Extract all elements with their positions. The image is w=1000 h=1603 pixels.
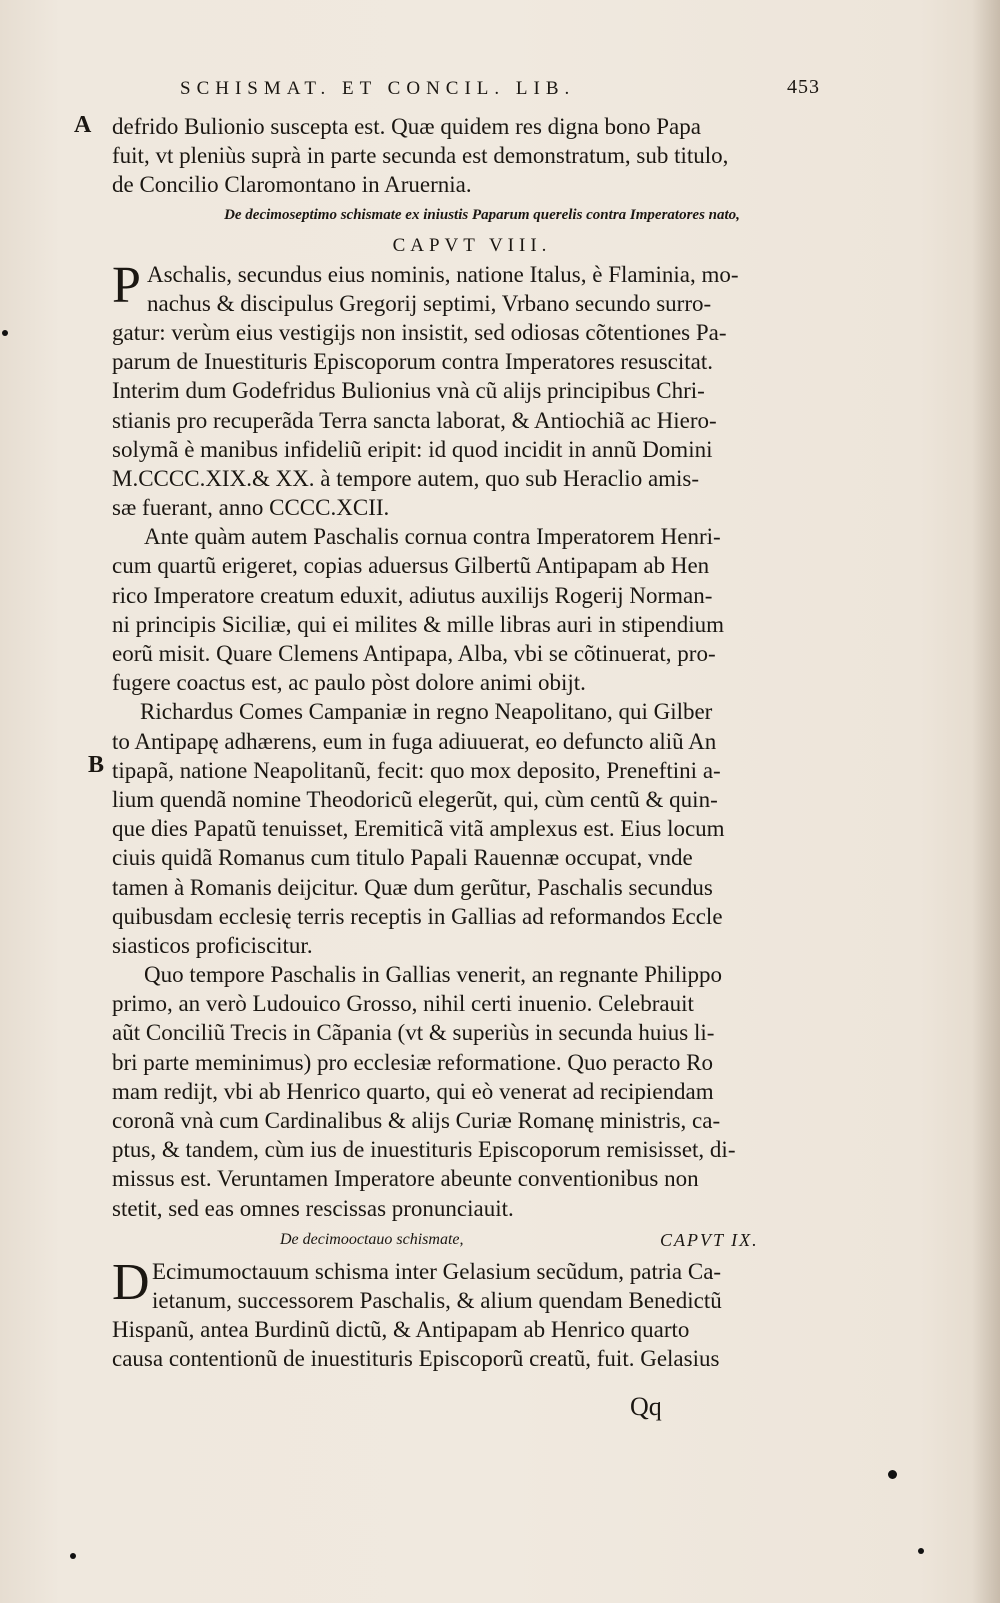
text-line: quibusdam ecclesię terris receptis in Gallias ad reformandos Eccle [112,903,723,929]
text-line: cum quartũ erigeret, copias aduersus Gilbertũ Antipapam ab Hen [112,553,710,579]
text-line: defrido Bulionio suscepta est. Quæ quidem res digna bono Papa [112,114,701,139]
text-line: gatur: verùm eius vestigijs non insistit, sed odiosas cõtentiones Pa- [112,319,727,345]
text-line: Hispanũ, antea Burdinũ dictũ, & Antipapam ab Henrico quarto [112,1317,690,1343]
text-line: aũt Conciliũ Trecis in Cãpania (vt & superiùs in secunda huius li- [112,1020,715,1046]
chapter-title: De decimooctauo schismate, [280,1230,464,1248]
text-line: fugere coactus est, ac paulo pòst dolore animi obijt. [112,670,586,696]
text-line: sæ fuerant, anno CCCC.XCII. [112,495,390,521]
text-line: Quo tempore Paschalis in Gallias venerit, an regnante Philippo [144,962,723,988]
text-line: parum de Inuestituris Episcoporum contra Imperatores resuscitat. [112,349,714,375]
catchword: Qq [630,1392,662,1421]
text-line: eorũ misit. Quare Clemens Antipapa, Alba, vbi se cõtinuerat, pro- [112,641,716,666]
text-line: Richardus Comes Campaniæ in regno Neapolitano, qui Gilber [140,699,713,725]
text-line: to Antipapę adhærens, eum in fuga adiuuerat, eo defuncto aliũ An [112,728,717,754]
text-line: rico Imperatore creatum eduxit, adiutus auxilijs Rogerij Norman- [112,582,713,608]
text-line: siasticos proficiscitur. [112,932,313,958]
text-line: tipapã, natione Neapolitanũ, fecit: quo mox deposito, Preneftini a- [112,757,721,783]
chapter-number: CAPVT VIII. [392,234,552,256]
text-line: ni principis Siciliæ, qui ei milites & mille libras auri in stipendium [112,611,725,637]
drop-cap: P [112,256,141,314]
text-line: nachus & discipulus Gregorij septimi, Vrbano secundo surro- [147,290,712,316]
text-line: ciuis quidã Romanus cum titulo Papali Rauennæ occupat, vnde [112,845,693,871]
page-edge-shadow [972,0,1000,1603]
text-line: coronã vnà cum Cardinalibus & alijs Curiæ Romanę ministris, ca- [112,1108,721,1133]
chapter-heading-ix [112,1223,832,1257]
text-line: tamen à Romanis deijcitur. Quæ dum gerũtur, Paschalis secundus [112,874,713,900]
chapter-summary-heading: De decimoseptimo schismate ex iniustis Paparum querelis contra Imperatores nato, [224,206,740,223]
text-line: que dies Papatũ tenuisset, Eremiticã vitã amplexus est. Eius locum [112,816,725,842]
ink-speck [2,330,8,336]
text-line: solymã è manibus infideliũ eripit: id quod incidit in annũ Domini [112,436,713,462]
ink-speck [888,1470,897,1479]
drop-cap: D [112,1253,150,1311]
text-line: Ante quàm autem Paschalis cornua contra Imperatorem Henri- [144,524,721,550]
text-line: de Concilio Claromontano in Aruernia. [112,172,472,198]
margin-letter-a: A [74,112,92,138]
text-line: ietanum, successorem Paschalis, & alium quendam Benedictũ [152,1287,722,1313]
text-line: fuit, vt pleniùs suprà in parte secunda est demonstratum, sub titulo, [112,143,729,169]
ink-speck [70,1553,76,1559]
text-line: bri parte meminimus) pro ecclesiæ reformatione. Quo peracto Ro [112,1049,713,1075]
text-line: mam redijt, vbi ab Henrico quarto, qui eò venerat ad recipiendam [112,1078,714,1104]
paragraph-gelasius [112,1253,832,1374]
page-number: 453 [787,76,820,98]
running-head-title: SCHISMAT. ET CONCIL. LIB. [180,78,576,99]
chapter-number: CAPVT IX. [660,1229,759,1250]
paragraph-paschalis [112,256,832,1223]
text-line: missus est. Veruntamen Imperatore abeunte conventionibus non [112,1166,699,1192]
margin-letter-b: B [88,752,105,778]
text-line: stianis pro recuperãda Terra sancta laborat, & Antiochiã ac Hiero- [112,407,717,433]
main-text [112,112,832,1374]
text-line: stetit, sed eas omnes rescissas pronunciauit. [112,1195,514,1221]
text-line: causa contentionũ de inuestituris Episcoporũ creatũ, fuit. Gelasius [112,1346,720,1372]
ink-speck [918,1548,924,1554]
text-line: Ecimumoctauum schisma inter Gelasium secũdum, patria Ca- [152,1258,722,1284]
text-line: Interim dum Godefridus Bulionius vnà cũ alijs principibus Chri- [112,378,705,404]
text-line: primo, an verò Ludouico Grosso, nihil certi inuenio. Celebrauit [112,991,694,1017]
text-line: ptus, & tandem, cùm ius de inuestituris Episcoporum remisisset, di- [112,1137,736,1163]
text-line: Aschalis, secundus eius nominis, natione Italus, è Flaminia, mo- [147,261,739,287]
text-line: M.CCCC.XIX.& XX. à tempore autem, quo sub Heraclio amis- [112,465,700,491]
running-head [180,78,820,108]
text-line: lium quendã nomine Theodoricũ elegerũt, qui, cùm centũ & quin- [112,786,718,812]
